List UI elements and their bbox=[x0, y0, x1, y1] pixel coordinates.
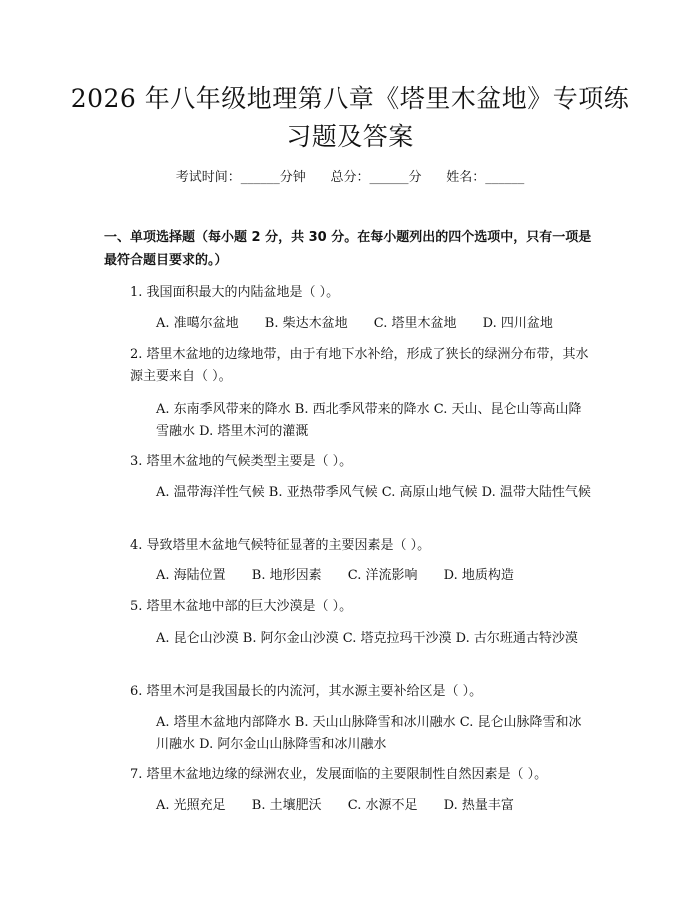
question-stem-text: 3. 塔里木盆地的气候类型主要是（ ）。 bbox=[130, 454, 353, 469]
question-7-options bbox=[104, 795, 594, 817]
question-1-stem bbox=[104, 282, 594, 304]
question-5-options bbox=[104, 628, 594, 650]
question-stem-text: 2. 塔里木盆地的边缘地带，由于有地下水补给，形成了狭长的绿洲分布带，其水源主要来自（ ）。 bbox=[130, 347, 589, 384]
question-3-stem bbox=[104, 451, 594, 473]
question-2-stem bbox=[104, 344, 594, 388]
question-stem-text: 5. 塔里木盆地中部的巨大沙漠是（ ）。 bbox=[130, 599, 353, 614]
question-3-options bbox=[104, 482, 594, 504]
option-b: B. 地形因素 bbox=[251, 568, 322, 583]
question-stem-text: 1. 我国面积最大的内陆盆地是（ ）。 bbox=[130, 285, 340, 300]
options-text: A. 塔里木盆地内部降水 B. 天山山脉降雪和冰川融水 C. 昆仑山脉降雪和冰川融水 D. 阿尔金山山脉降雪和冰川融水 bbox=[156, 715, 582, 752]
options-text: A. 昆仑山沙漠 B. 阿尔金山沙漠 C. 塔克拉玛干沙漠 D. 古尔班通古特沙漠 bbox=[156, 631, 578, 646]
options-text: A. 温带海洋性气候 B. 亚热带季风气候 C. 高原山地气候 D. 温带大陆性气候 bbox=[156, 485, 591, 500]
question-4-options bbox=[104, 565, 594, 587]
question-6-stem bbox=[104, 681, 594, 703]
question-stem-text: 7. 塔里木盆地边缘的绿洲农业，发展面临的主要限制性自然因素是（ ）。 bbox=[130, 767, 548, 782]
question-stem-text: 4. 导致塔里木盆地气候特征显著的主要因素是（ ）。 bbox=[130, 538, 431, 553]
option-a: A. 海陆位置 bbox=[156, 568, 226, 583]
option-d: D. 四川盆地 bbox=[482, 316, 553, 331]
question-4-stem bbox=[104, 535, 594, 557]
document-title: 2026 年八年级地理第八章《塔里木盆地》专项练习题及答案 bbox=[70, 84, 630, 151]
question-6-options bbox=[104, 712, 594, 756]
question-5-stem bbox=[104, 596, 594, 618]
question-stem-text: 6. 塔里木河是我国最长的内流河，其水源主要补给区是（ ）。 bbox=[130, 684, 483, 699]
option-c: C. 水源不足 bbox=[347, 798, 418, 813]
option-b: B. 柴达木盆地 bbox=[264, 316, 348, 331]
question-7-stem bbox=[104, 764, 594, 786]
exam-meta-line: 考试时间：______分钟 总分：______分 姓名：______ bbox=[175, 170, 525, 185]
option-d: D. 地质构造 bbox=[443, 568, 514, 583]
options-text: A. 东南季风带来的降水 B. 西北季风带来的降水 C. 天山、昆仑山等高山降雪融水 D. 塔里木河的灌溉 bbox=[156, 402, 582, 439]
option-c: C. 塔里木盆地 bbox=[373, 316, 457, 331]
option-b: B. 土壤肥沃 bbox=[251, 798, 322, 813]
question-2-options bbox=[104, 399, 594, 443]
option-a: A. 准噶尔盆地 bbox=[156, 316, 239, 331]
question-1-options bbox=[104, 313, 594, 335]
option-d: D. 热量丰富 bbox=[443, 798, 514, 813]
option-c: C. 洋流影响 bbox=[347, 568, 418, 583]
option-a: A. 光照充足 bbox=[156, 798, 226, 813]
section-heading: 一、单项选择题（每小题 2 分，共 30 分。在每小题列出的四个选项中，只有一项是最符合题目要求的。） bbox=[104, 230, 592, 268]
